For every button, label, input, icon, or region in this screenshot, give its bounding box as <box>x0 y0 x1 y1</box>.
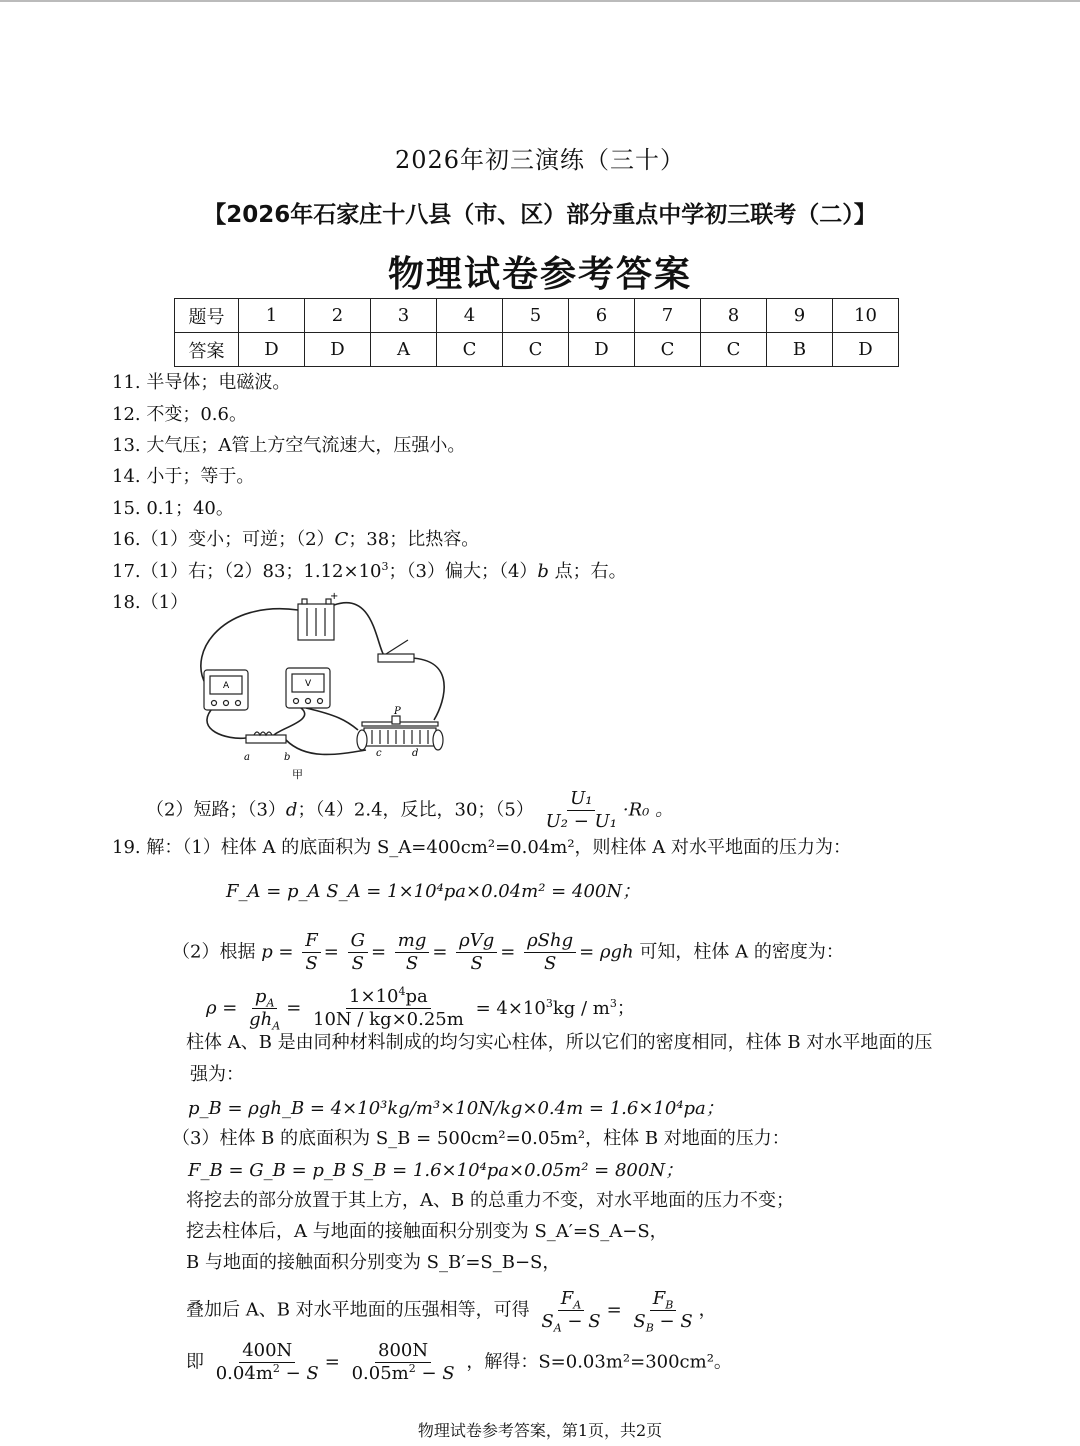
answer-13: 13. 大气压；A管上方空气流速大，压强小。 <box>112 435 466 456</box>
battery-icon <box>298 599 334 640</box>
wire <box>286 740 366 754</box>
answer-18-part2: （2）短路；（3）d；（4）2.4，反比，30；（5） $\frac{\text{U₁}}{\text{U₂ − U₁}}$ ·R₀ 。 <box>146 788 674 832</box>
point-p-label: P <box>394 706 401 717</box>
table-row <box>175 299 899 333</box>
answer-12: 12. 不变；0.6。 <box>112 404 247 425</box>
row-label: 答案 <box>175 333 239 367</box>
page-footer: 物理试卷参考答案，第1页，共2页 <box>417 1421 663 1440</box>
answer-19-line9: F_B = G_B = p_B S_B = 1.6×10⁴pa×0.05m² = 800N； <box>188 1160 684 1181</box>
answer-11: 11. 半导体；电磁波。 <box>112 372 291 393</box>
page-title: 物理试卷参考答案 <box>387 254 692 295</box>
exam-series-title: 2026年初三演练（三十） <box>394 146 686 174</box>
answer-17: 17.（1）右；（2）83；$1.12\times 10^3$；（3）偏大；（4）b 点；右。 <box>112 560 627 582</box>
exam-subtitle: 【2026年石家庄十八县（市、区）部分重点中学初三联考（二）】 <box>203 202 877 228</box>
row-label: 题号 <box>175 299 239 333</box>
answer-15: 15. 0.1；40。 <box>112 498 234 519</box>
table-cell: C <box>437 333 503 367</box>
table-cell: 6 <box>569 299 635 333</box>
answer-16: 16.（1）变小；可逆；（2）C；38；比热容。 <box>112 529 480 550</box>
table-cell: C <box>503 333 569 367</box>
answer-19-line12: B 与地面的接触面积分别变为 S_B′=S_B−S， <box>186 1252 561 1273</box>
switch-icon <box>378 640 414 662</box>
wire <box>306 708 358 730</box>
table-cell: 9 <box>767 299 833 333</box>
ammeter-label: A <box>223 681 230 691</box>
rheostat-icon <box>357 716 443 750</box>
table-cell: 8 <box>701 299 767 333</box>
resistor-icon <box>246 732 286 743</box>
answer-19-line2: F_A = p_A S_A = 1×10⁴pa×0.04m² = 400N； <box>226 881 641 902</box>
table-cell: D <box>833 333 899 367</box>
voltmeter-label: V <box>305 679 312 689</box>
table-cell: 1 <box>239 299 305 333</box>
table-row <box>175 333 899 367</box>
table-cell: 4 <box>437 299 503 333</box>
answer-19-line1: 19. 解：（1）柱体 A 的底面积为 S_A=400cm²=0.04m²，则柱体 A 对水平地面的压力为： <box>112 837 851 858</box>
table-cell: D <box>569 333 635 367</box>
table-cell: C <box>635 333 701 367</box>
table-cell: 2 <box>305 299 371 333</box>
point-c-label: c <box>376 748 382 759</box>
answer-19-line5: 柱体 A、B 是由同种材料制成的均匀实心柱体，所以它们的密度相同，柱体 B 对水平地面的压 <box>186 1032 933 1053</box>
answer-19-line4: ρ = $\frac{p_A}{gh_A}$ = $\frac{1\times 10^4pa}{10N / kg\times 0.25m}$ = $4\times 10^3kg / m^3$； <box>206 985 635 1033</box>
wire <box>274 708 305 735</box>
answer-19-line13: 叠加后 A、B 对水平地面的压强相等，可得 $\frac{F_A}{S_A - S}$ = $\frac{F_B}{S_B - S}$ ， <box>186 1288 717 1335</box>
table-cell: 5 <box>503 299 569 333</box>
fraction: $\frac{\text{U₁}}{\text{U₂ − U₁}}$ <box>545 788 617 832</box>
figure-caption: 甲 <box>292 768 303 781</box>
table-cell: A <box>371 333 437 367</box>
table-cell: 7 <box>635 299 701 333</box>
table-cell: D <box>305 333 371 367</box>
answer-19-line11: 挖去柱体后，A 与地面的接触面积分别变为 S_A′=S_A−S， <box>186 1221 668 1242</box>
answer-19-line7: p_B = ρgh_B = 4×10³kg/m³×10N/kg×0.4m = 1.6×10⁴pa； <box>188 1098 724 1119</box>
wire <box>334 603 386 658</box>
answer-18-label: 18.（1） <box>112 592 189 613</box>
point-a-label: a <box>244 752 250 763</box>
answer-19-line6: 强为： <box>190 1064 244 1085</box>
circuit-diagram <box>186 590 456 785</box>
table-cell: 3 <box>371 299 437 333</box>
answer-14: 14. 小于；等于。 <box>112 466 255 487</box>
table-cell: B <box>767 333 833 367</box>
wire <box>207 710 246 738</box>
plus-label: + <box>330 591 339 602</box>
answer-19-line14: 即 $\frac{400N}{0.04m^2 - S}$ = $\frac{800N}{0.05m^2 - S}$ ，解得：S=0.03m²=300cm²。 <box>186 1340 732 1384</box>
point-d-label: d <box>412 748 419 759</box>
table-cell: C <box>701 333 767 367</box>
point-b-label: b <box>284 752 291 763</box>
answer-19-line8: （3）柱体 B 的底面积为 S_B = 500cm²=0.05m²，柱体 B 对地面的压力： <box>172 1128 790 1149</box>
table-cell: D <box>239 333 305 367</box>
top-border-line <box>0 0 1080 2</box>
answer-19-line10: 将挖去的部分放置于其上方，A、B 的总重力不变，对水平地面的压力不变； <box>186 1190 794 1211</box>
answer-19-line3: （2）根据 p = $\frac{F}{S}$ = $\frac{G}{S}$ = $\frac{mg}{S}$ = $\frac{\text{ρVg}}{S}$ = $\frac{\text{ρShg}}{S}$ = ρgh 可知，柱体 A 的密度为： <box>172 930 844 974</box>
answer-table <box>174 298 899 367</box>
table-cell: 10 <box>833 299 899 333</box>
wire <box>411 658 444 720</box>
